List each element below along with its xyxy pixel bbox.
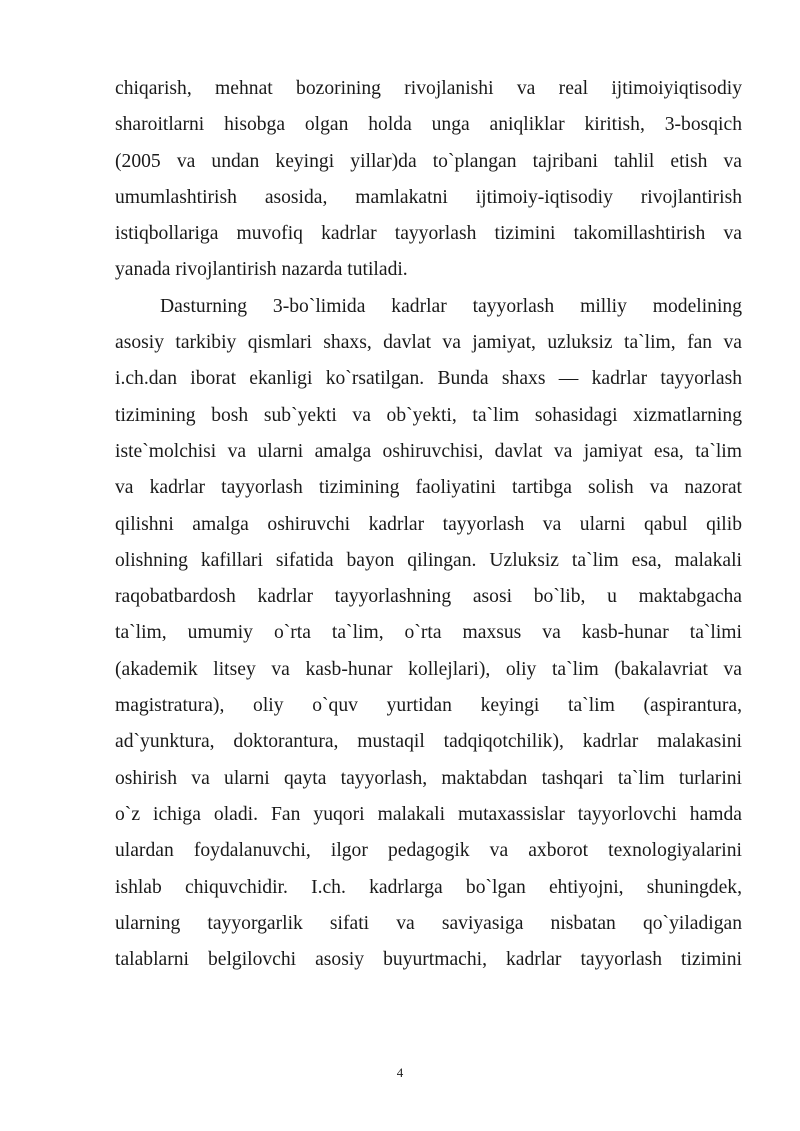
page-number: 4 [396, 1065, 404, 1080]
text-line: oshirish va ularni qayta tayyorlash, maktabdan tashqari ta`lim turlarini [115, 767, 742, 789]
text-line: ulardan foydalanuvchi, ilgor pedagogik va axborot texnologiyalarini [115, 840, 742, 862]
text-line: yanada rivojlantirish nazarda tutiladi. [115, 259, 408, 281]
text-line: istiqbollariga muvofiq kadrlar tayyorlash tizimini takomillashtirish va [115, 223, 742, 245]
text-line: ta`lim, umumiy o`rta ta`lim, o`rta maxsus va kasb-hunar ta`limi [115, 622, 742, 644]
paragraph-2 [115, 289, 742, 979]
text-line: raqobatbardosh kadrlar tayyorlashning asosi bo`lib, u maktabgacha [115, 586, 742, 608]
paragraph-1 [115, 71, 742, 289]
text-line: sharoitlarni hisobga olgan holda unga aniqliklar kiritish, 3-bosqich [115, 114, 742, 136]
text-line: ad`yunktura, doktorantura, mustaqil tadqiqotchilik), kadrlar malakasini [115, 731, 742, 753]
text-line: o`z ichiga oladi. Fan yuqori malakali mutaxassislar tayyorlovchi hamda [115, 803, 742, 825]
text-line: ularning tayyorgarlik sifati va saviyasiga nisbatan qo`yiladigan [115, 912, 742, 934]
body-text [115, 71, 742, 978]
text-line: i.ch.dan iborat ekanligi ko`rsatilgan. Bunda shaxs — kadrlar tayyorlash [115, 368, 742, 390]
text-line: iste`molchisi va ularni amalga oshiruvchisi, davlat va jamiyat esa, ta`lim [115, 440, 742, 462]
text-line: qilishni amalga oshiruvchi kadrlar tayyorlash va ularni qabul qilib [115, 513, 742, 535]
text-line: talablarni belgilovchi asosiy buyurtmachi, kadrlar tayyorlash tizimini [115, 949, 742, 971]
text-line: asosiy tarkibiy qismlari shaxs, davlat va jamiyat, uzluksiz ta`lim, fan va [115, 332, 742, 354]
text-line: ishlab chiquvchidir. I.ch. kadrlarga bo`lgan ehtiyojni, shuningdek, [115, 876, 742, 898]
text-line: (2005 va undan keyingi yillar)da to`plangan tajribani tahlil etish va [115, 150, 742, 172]
text-line: olishning kafillari sifatida bayon qilingan. Uzluksiz ta`lim esa, malakali [115, 549, 742, 571]
text-line: umumlashtirish asosida, mamlakatni ijtimoiy-iqtisodiy rivojlantirish [115, 186, 742, 208]
text-line: chiqarish, mehnat bozorining rivojlanishi va real ijtimoiyiqtisodiy [115, 78, 742, 99]
text-line: magistratura), oliy o`quv yurtidan keyingi ta`lim (aspirantura, [115, 695, 742, 717]
text-line: tizimining bosh sub`yekti va ob`yekti, ta`lim sohasidagi xizmatlarning [115, 404, 742, 426]
text-line: va kadrlar tayyorlash tizimining faoliyatini tartibga solish va nazorat [115, 477, 742, 499]
text-line: Dasturning 3-bo`limida kadrlar tayyorlash milliy modelining [160, 295, 742, 317]
text-line: (akademik litsey va kasb-hunar kollejlari), oliy ta`lim (bakalavriat va [115, 658, 742, 680]
